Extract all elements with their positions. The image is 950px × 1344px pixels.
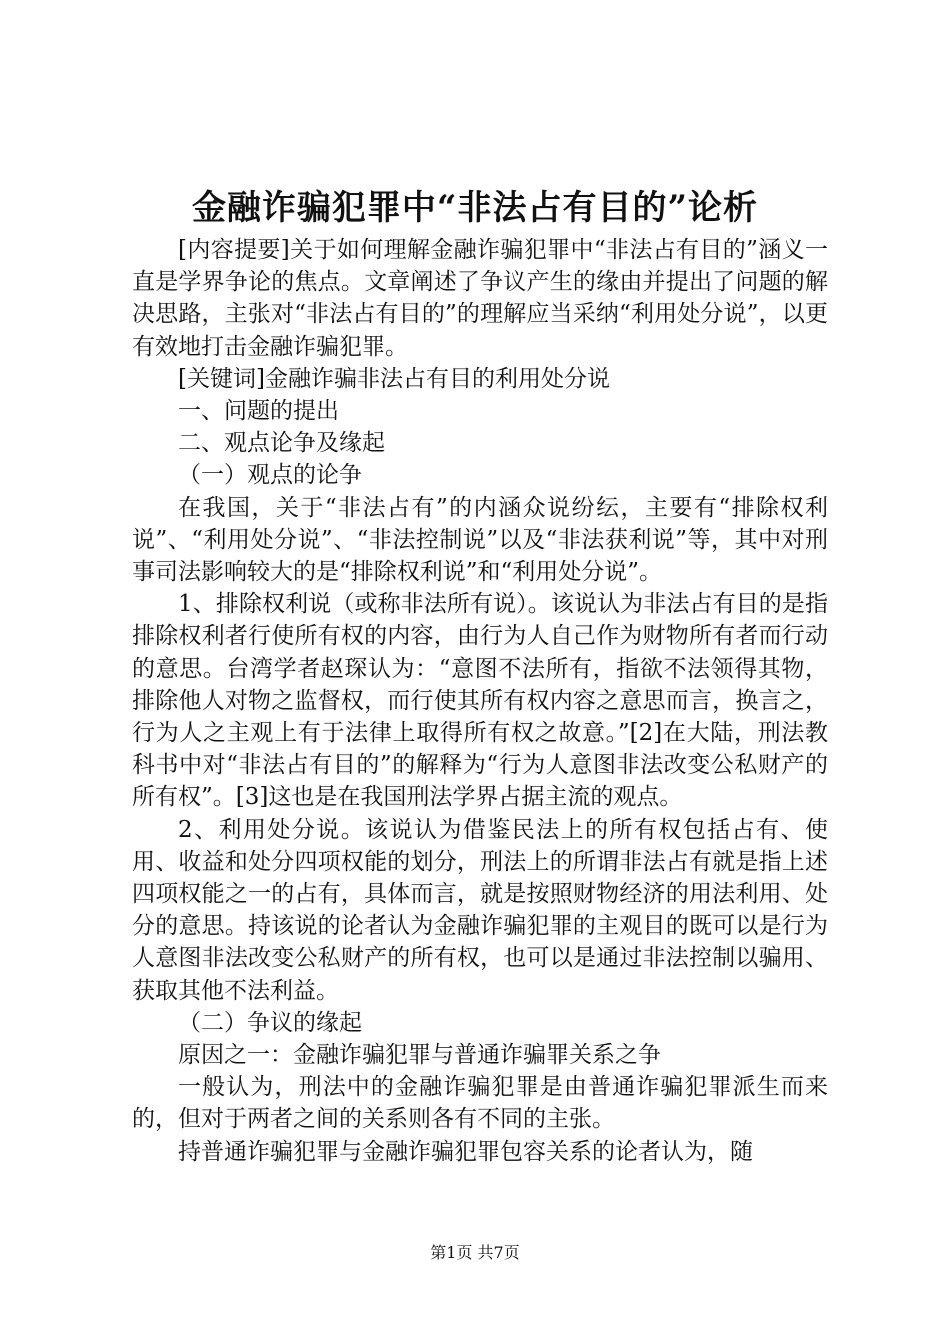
section-heading-2: 二、观点论争及缘起 [178, 430, 385, 457]
subsection-heading-1: （一）观点的论争 [178, 462, 362, 489]
body-paragraph: 2、利用处分说。该说认为借鉴民法上的所有权包括占有、使用、收益和处分四项权能的划分，刑法上的所谓非法占有就是指上述四项权能之一的占有，具体而言，就是按照财物经济的用法利用、处分的意思。持该说的论者认为金融诈骗犯罪的主观目的既可以是行为人意图非法改变公私财产的所有权，也可以是通过非法控制以骗用、获取其他不法利益。 [132, 816, 828, 1004]
body-paragraph: 原因之一：金融诈骗犯罪与普通诈骗罪关系之争 [178, 1042, 661, 1069]
keywords-paragraph: [关键词]金融诈骗非法占有目的利用处分说 [178, 365, 610, 392]
page-footer: 第1页 共7页 [430, 1243, 520, 1262]
section-heading-1: 一、问题的提出 [178, 398, 339, 425]
body-paragraph: 在我国，关于“非法占有”的内涵众说纷纭，主要有“排除权利说”、“利用处分说”、“非法控制说”以及“非法获利说”等，其中对刑事司法影响较大的是“排除权利说”和“利用处分说”。 [132, 494, 828, 586]
subsection-heading-2: （二）争议的缘起 [178, 1009, 362, 1036]
body-paragraph: 持普通诈骗犯罪与金融诈骗犯罪包容关系的论者认为，随 [178, 1138, 753, 1165]
body-paragraph: 一般认为，刑法中的金融诈骗犯罪是由普通诈骗犯罪派生而来的，但对于两者之间的关系则各有不同的主张。 [132, 1074, 828, 1133]
body-paragraph: 1、排除权利说（或称非法所有说）。该说认为非法占有目的是指排除权利者行使所有权的内容，由行为人自己作为财物所有者而行动的意思。台湾学者赵琛认为：“意图不法所有，指欲不法领得其物，排除他人对物之监督权，而行使其所有权内容之意思而言，换言之，行为人之主观上有于法律上取得所有权之故意。”[2]在大陆，刑法教科书中对“非法占有目的”的解释为“行为人意图非法改变公私财产的所有权”。[3]这也是在我国刑法学界占据主流的观点。 [132, 591, 828, 811]
document-body [132, 234, 828, 1168]
abstract-paragraph: [内容提要]关于如何理解金融诈骗犯罪中“非法占有目的”涵义一直是学界争论的焦点。文章阐述了争议产生的缘由并提出了问题的解决思路，主张对“非法占有目的”的理解应当采纳“利用处分说”，以更有效地打击金融诈骗犯罪。 [132, 237, 828, 360]
document-title: 金融诈骗犯罪中“非法占有目的”论析 [191, 188, 759, 228]
